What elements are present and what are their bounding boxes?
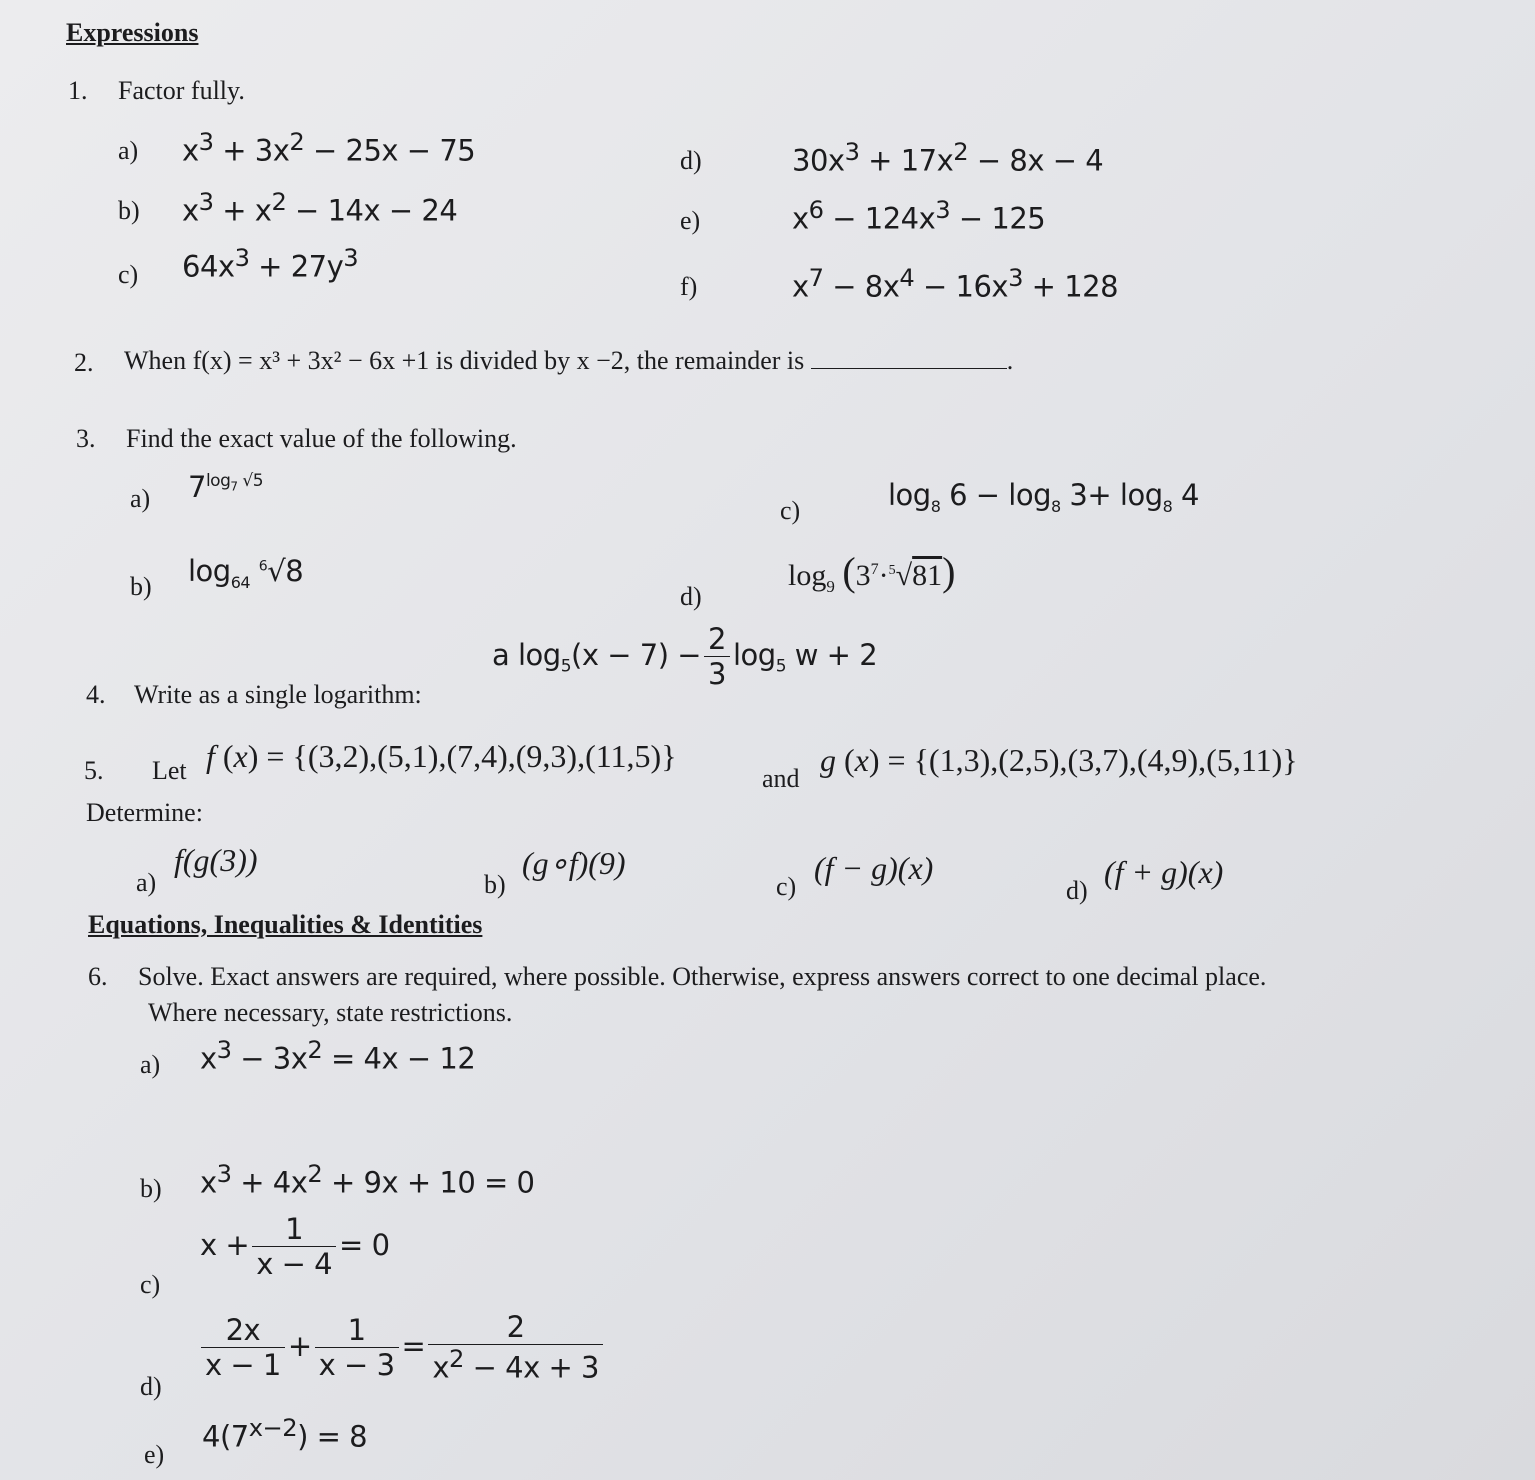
q1-label-d: d)	[680, 146, 702, 175]
question-3-number: 3.	[76, 424, 96, 453]
q1-label-c: c)	[118, 260, 139, 289]
q6-equation-d: $\frac{2x}{x - 1}$ + $\frac{1}{x - 3}$ = $\frac{2}{x^2 - 4x + 3}$	[198, 1312, 606, 1384]
q6-label-e: e)	[144, 1440, 165, 1469]
q3-label-d: d)	[680, 582, 702, 611]
question-5-determine: Determine:	[86, 798, 203, 827]
question-2-number: 2.	[74, 348, 94, 377]
function-g-definition: g (x) = {(1,3),(2,5),(3,7),(4,9),(5,11)}	[820, 742, 1298, 778]
q3-expression-d: $\log_9 (3^7\cdot^5√81)$	[788, 549, 956, 596]
q1-expression-c: $64x^3 + 27y^3$	[182, 244, 359, 284]
q1-label-f: f)	[680, 272, 698, 301]
function-f-definition: f (x) = {(3,2),(5,1),(7,4),(9,3),(11,5)}	[206, 738, 677, 774]
question-4-number: 4.	[86, 680, 106, 709]
q1-expression-a: $x^3 + 3x^2 - 25x - 75$	[182, 128, 476, 168]
q5-part-d: (f + g)(x)	[1104, 854, 1224, 890]
question-5-and: and	[762, 764, 800, 793]
q5-label-d: d)	[1066, 876, 1088, 905]
q6-equation-b: $x^3 + 4x^2 + 9x + 10 = 0$	[200, 1160, 535, 1200]
q4-expression: a $\log_5(x - 7)$ − $\frac{2}{3}$ $\log_5 w + 2$	[492, 622, 878, 692]
question-6-prompt-line1: Solve. Exact answers are required, where possible. Otherwise, express answers correct to one decimal place.	[138, 962, 1267, 991]
q1-expression-d: $30x^3 + 17x^2 - 8x - 4$	[792, 138, 1104, 178]
question-3-prompt: Find the exact value of the following.	[126, 424, 517, 453]
question-1-number: 1.	[68, 76, 88, 105]
q6-label-c: c)	[140, 1270, 161, 1299]
q3-expression-b: $\log_{64} ^6√8$	[188, 554, 304, 592]
q5-label-a: a)	[136, 868, 157, 897]
q6-label-b: b)	[140, 1174, 162, 1203]
question-1-prompt: Factor fully.	[118, 76, 245, 105]
q5-part-b: (g∘f)(9)	[522, 845, 626, 881]
q3-label-b: b)	[130, 572, 152, 601]
question-2-period: .	[1006, 346, 1014, 375]
question-2-line	[124, 346, 1013, 376]
q3-expression-a: $7^{log_7 √5}$	[188, 470, 264, 504]
question-6-number: 6.	[88, 962, 108, 991]
q5-part-c: (f − g)(x)	[814, 850, 934, 886]
q1-label-e: e)	[680, 206, 701, 235]
question-4-prompt: Write as a single logarithm:	[134, 680, 422, 709]
q5-part-a: f(g(3))	[174, 842, 258, 878]
q3-label-c: c)	[780, 496, 801, 525]
q3-label-a: a)	[130, 484, 151, 513]
q1-label-a: a)	[118, 136, 139, 165]
q6-equation-a: $x^3 - 3x^2 = 4x - 12$	[200, 1036, 476, 1076]
q1-expression-e: $x^6 - 124x^3 - 125$	[792, 196, 1046, 236]
q5-label-b: b)	[484, 870, 506, 899]
q1-label-b: b)	[118, 196, 140, 225]
section-heading-expressions: Expressions	[66, 18, 199, 47]
q5-label-c: c)	[776, 872, 797, 901]
question-5-number: 5.	[84, 756, 104, 785]
q3-expression-c: $\log_8 6 - \log_8 3+ \log_8 4$	[888, 478, 1199, 516]
question-2-text: When f(x) = x³ + 3x² − 6x +1 is divided by x −2, the remainder is	[124, 346, 805, 375]
q6-equation-e: $4(7^{x-2}) = 8$	[202, 1414, 368, 1454]
q6-label-d: d)	[140, 1372, 162, 1401]
q6-label-a: a)	[140, 1050, 161, 1079]
section-heading-equations: Equations, Inequalities & Identities	[88, 910, 483, 939]
q1-expression-f: $x^7 - 8x^4 - 16x^3 + 128$	[792, 264, 1119, 304]
question-5-let: Let	[152, 756, 187, 785]
question-6-prompt-line2: Where necessary, state restrictions.	[148, 998, 513, 1027]
answer-blank	[811, 346, 1007, 369]
q1-expression-b: $x^3 + x^2 - 14x - 24$	[182, 188, 458, 228]
q6-equation-c: x + $\frac{1}{x - 4}$ = 0	[200, 1212, 390, 1282]
